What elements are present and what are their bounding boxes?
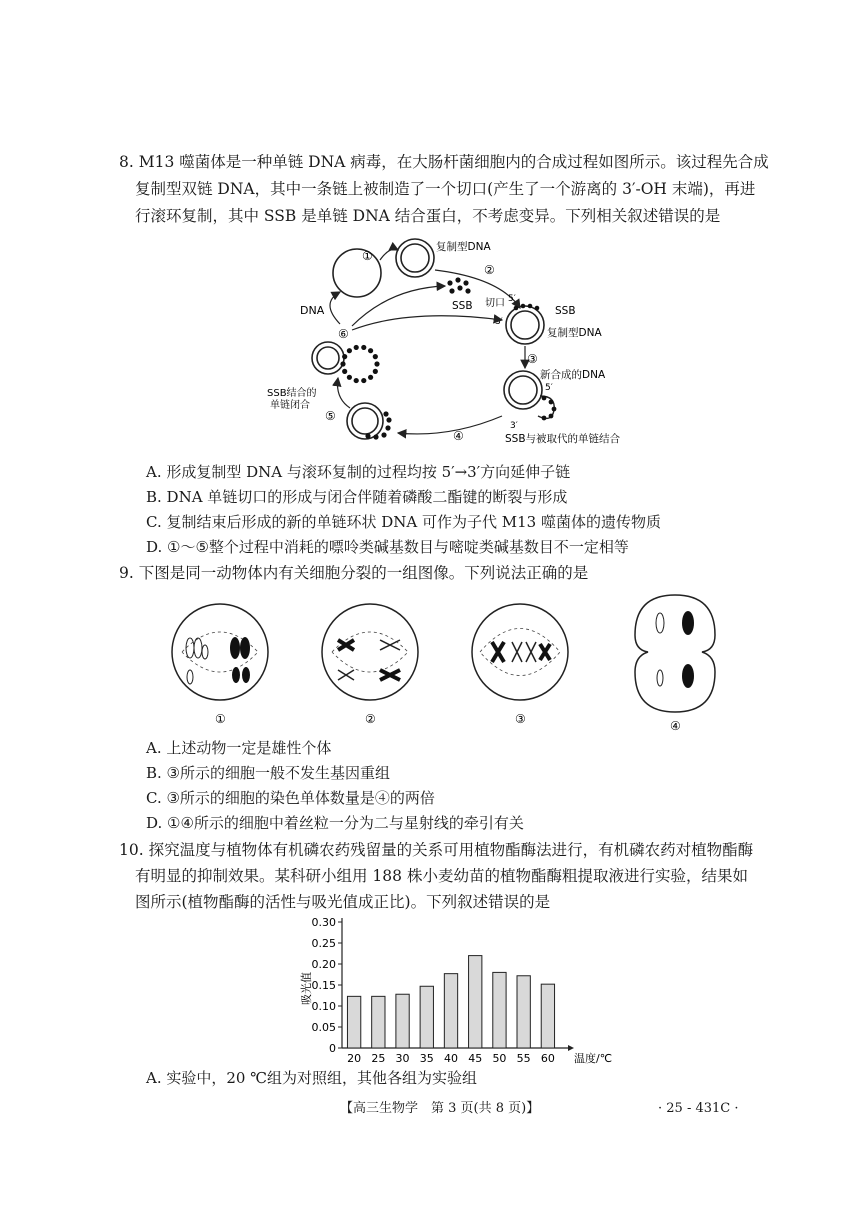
- q8-option-b: B. DNA 单链切口的形成与闭合伴随着磷酸二酯键的断裂与形成: [146, 488, 568, 506]
- step-3: ③: [527, 352, 538, 366]
- q9-option-a: A. 上述动物一定是雄性个体: [146, 739, 332, 757]
- q10-line-1: 10. 探究温度与植物体有机磷农药残留量的关系可用植物酯酶法进行，有机磷农药对植物酯酶: [119, 841, 754, 859]
- step-5: ⑤: [325, 409, 336, 423]
- cell-label-3: ③: [515, 712, 526, 726]
- rep-dna-right-label: 复制型DNA: [547, 327, 602, 339]
- q8-option-c: C. 复制结束后形成的新的单链环状 DNA 可作为子代 M13 噬菌体的遗传物质: [146, 513, 661, 531]
- x-tick-label: 40: [444, 1052, 458, 1065]
- cell-2: [322, 604, 418, 726]
- ssb-bound-label-1: SSB结合的: [267, 388, 317, 399]
- bar: [347, 996, 360, 1048]
- ss-dna-circle: [333, 249, 381, 297]
- bar: [493, 972, 506, 1048]
- absorbance-bar-chart: [290, 910, 630, 1070]
- ssb-right-label: SSB: [555, 305, 576, 317]
- bar: [372, 996, 385, 1048]
- x-axis-label: 温度/℃: [574, 1052, 613, 1065]
- y-tick-label: 0.05: [311, 1021, 336, 1034]
- five-prime-label-2: 5′: [545, 383, 553, 393]
- q9-option-c: C. ③所示的细胞的染色单体数量是④的两倍: [146, 789, 435, 807]
- q10-option-a: A. 实验中，20 ℃组为对照组，其他各组为实验组: [146, 1069, 478, 1087]
- three-prime-label-2: 3′: [510, 421, 518, 431]
- cell-label-2: ②: [365, 712, 376, 726]
- x-tick-label: 25: [371, 1052, 386, 1065]
- y-tick-label: 0.30: [311, 916, 336, 929]
- rep-dna-top-label: 复制型DNA: [436, 241, 491, 253]
- five-prime-label: 5′: [508, 294, 516, 304]
- y-tick-label: 0.15: [311, 979, 336, 992]
- bar: [396, 994, 409, 1048]
- dna-label: DNA: [300, 304, 325, 317]
- bar: [541, 984, 554, 1048]
- x-tick-label: 55: [516, 1052, 531, 1065]
- cell-label-1: ①: [215, 712, 226, 726]
- q10-line-2: 有明显的抑制效果。某科研小组用 188 株小麦幼苗的植物酯酶粗提取液进行实验，结果如: [135, 867, 748, 885]
- new-dna-label: 新合成的DNA: [540, 369, 606, 381]
- q10-line-3: 图所示(植物酯酶的活性与吸光值成正比)。下列叙述错误的是: [135, 893, 551, 911]
- cell-4: [635, 595, 715, 733]
- bar: [420, 986, 433, 1048]
- x-tick-label: 35: [419, 1052, 434, 1065]
- bar: [517, 976, 530, 1048]
- q8-line-2: 复制型双链 DNA，其中一条链上被制造了一个切口(产生了一个游离的 3′-OH 末端)，再进: [135, 180, 756, 198]
- x-axis-arrow: [568, 1045, 574, 1051]
- x-tick-label: 20: [347, 1052, 362, 1065]
- ssb-label: SSB: [452, 300, 473, 312]
- x-tick-label: 45: [468, 1052, 483, 1065]
- footer-code: · 25 - 431C ·: [658, 1101, 739, 1116]
- step-2: ②: [484, 263, 495, 277]
- bar: [444, 974, 457, 1048]
- cell-1: [172, 604, 268, 726]
- y-axis-label: 吸光值: [300, 972, 313, 1005]
- three-prime-label: 3′: [495, 317, 503, 327]
- q9-option-d: D. ①④所示的细胞中着丝粒一分为二与星射线的牵引有关: [146, 814, 524, 832]
- cell-label-4: ④: [670, 719, 681, 733]
- q9-cell-figure: [160, 590, 740, 735]
- cell-3: [472, 604, 568, 726]
- y-tick-label: 0.10: [311, 1000, 336, 1013]
- q8-line-1: 8. M13 噬菌体是一种单链 DNA 病毒，在大肠杆菌细胞内的合成过程如图所示。该过程先合成: [119, 153, 769, 171]
- ssb-replaced-label: SSB与被取代的单链结合: [505, 433, 621, 445]
- x-tick-label: 60: [540, 1052, 555, 1065]
- q9-line-1: 9. 下图是同一动物体内有关细胞分裂的一组图像。下列说法正确的是: [119, 564, 589, 582]
- step-6: ⑥: [338, 327, 349, 341]
- y-tick-label: 0.20: [311, 958, 336, 971]
- x-tick-label: 30: [395, 1052, 410, 1065]
- ssb-bound-label-2: 单链闭合: [270, 400, 310, 411]
- bar: [469, 956, 482, 1048]
- q8-option-a: A. 形成复制型 DNA 与滚环复制的过程均按 5′→3′方向延伸子链: [146, 463, 571, 481]
- q8-figure: [240, 228, 660, 453]
- nick-label: 切口: [485, 298, 505, 309]
- step-1: ①: [362, 249, 373, 263]
- q8-option-d: D. ①～⑤整个过程中消耗的嘌呤类碱基数目与嘧啶类碱基数目不一定相等: [146, 538, 629, 556]
- q8-line-3: 行滚环复制，其中 SSB 是单链 DNA 结合蛋白，不考虑变异。下列相关叙述错误的是: [135, 207, 721, 225]
- x-tick-label: 50: [492, 1052, 507, 1065]
- footer-page-info: 【高三生物学 第 3 页(共 8 页)】: [340, 1101, 540, 1116]
- y-tick-label: 0.25: [311, 937, 336, 950]
- q9-option-b: B. ③所示的细胞一般不发生基因重组: [146, 764, 391, 782]
- y-tick-label: 0: [329, 1042, 336, 1055]
- step-4: ④: [453, 429, 464, 443]
